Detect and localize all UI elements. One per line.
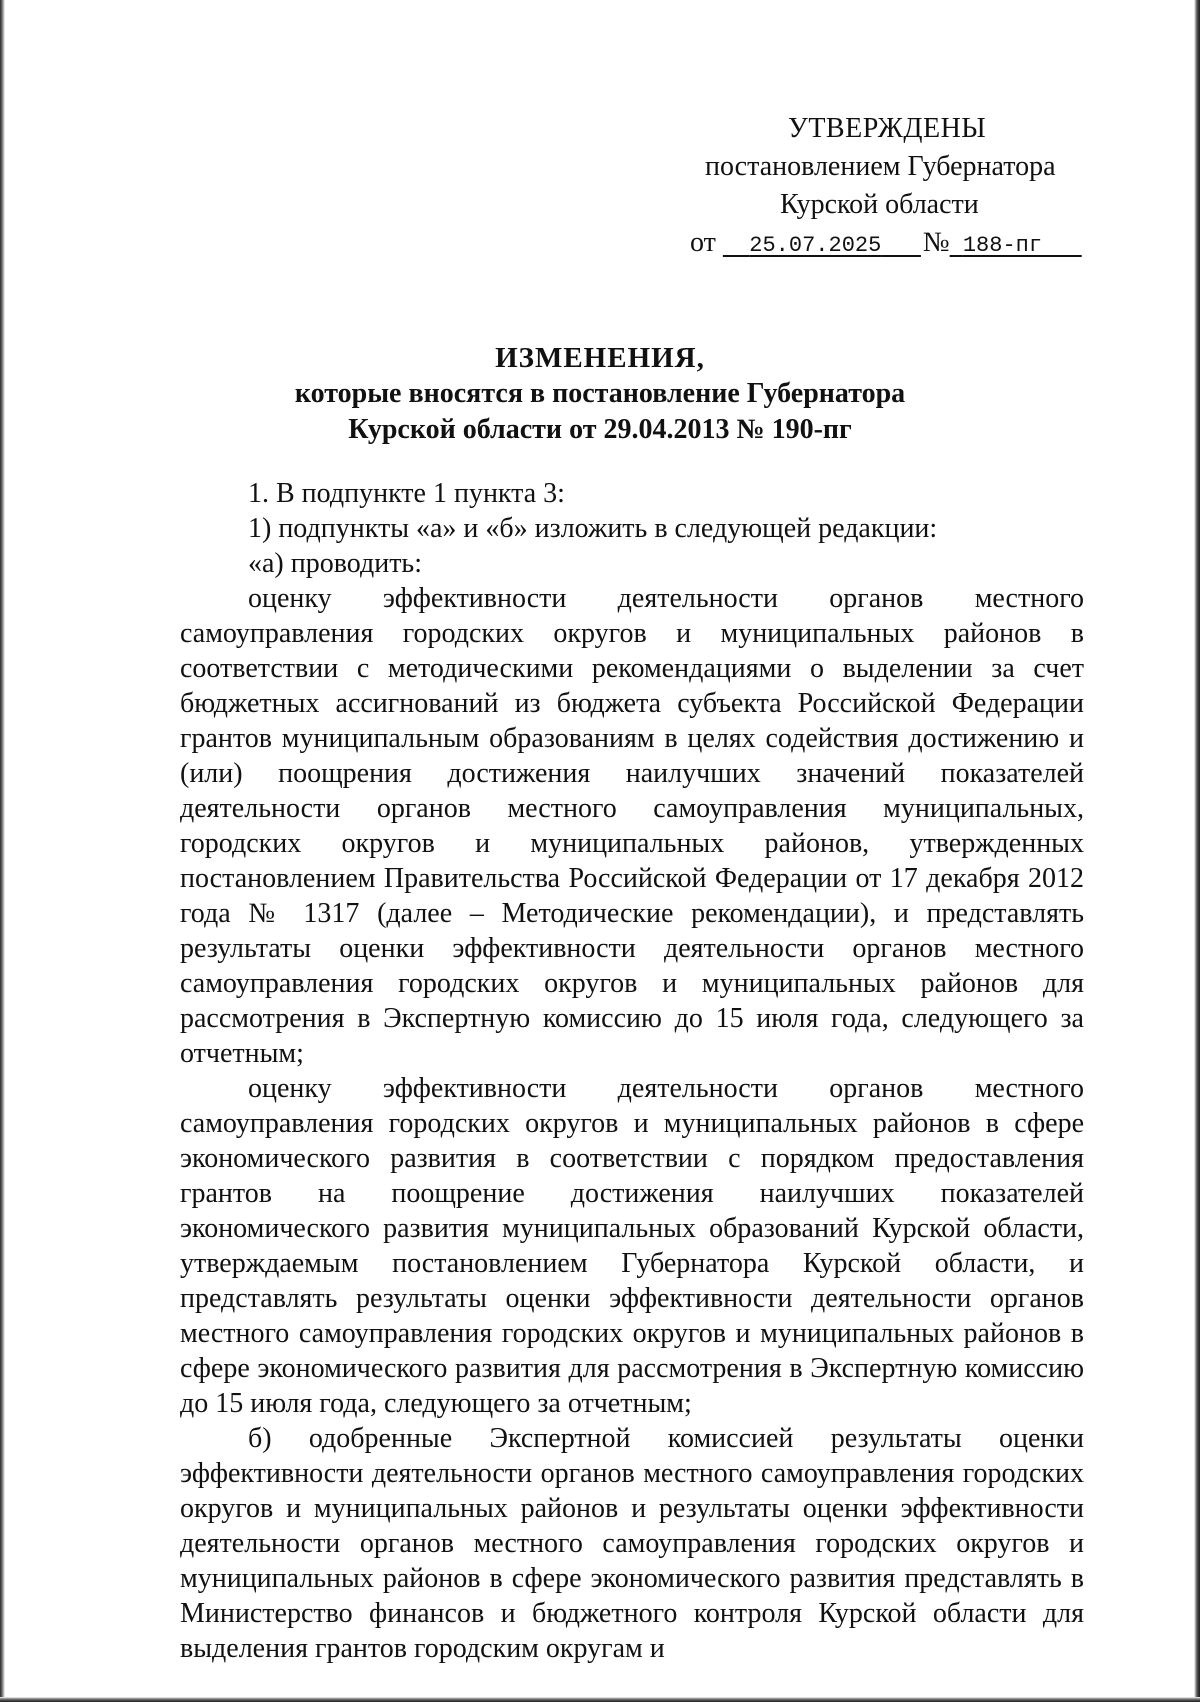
from-label: от (690, 227, 716, 258)
document-title (180, 340, 1020, 448)
title-heading: ИЗМЕНЕНИЯ, (495, 342, 705, 374)
scan-edge-left (0, 0, 5, 1702)
paragraph-assessment-economic: оценку эффективности деятельности органов местного самоуправления городских округов и муниципальных районов в сфере экономического развития в соответствии с порядком предоставления грантов на поощрение достижения наилучших показателей экономического развития муниципальных образований Курской области, утверждаемым постановлением Губернатора Курской области, и представлять результаты оценки эффективности деятельности органов местного самоуправления городских округов и муниципальных районов в сфере экономического развития для рассмотрения в Экспертную комиссию до 15 июля года, следующего за отчетным; (180, 1073, 1084, 1419)
paragraph-point-1: 1. В подпункте 1 пункта 3: (248, 478, 565, 509)
title-line-2: Курской области от 29.04.2013 № 190-пг (348, 414, 852, 445)
number-label: № (922, 227, 950, 258)
approval-heading: УТВЕРЖДЕНЫ (788, 113, 987, 144)
paragraph-item-b: б) одобренные Экспертной комиссией результаты оценки эффективности деятельности органов местного самоуправления городских округов и муниципальных районов и результаты оценки эффективности деятельности органов местного самоуправления городских округов и муниципальных районов в сфере экономического развития представлять в Министерство финансов и бюджетного контроля Курской области для выделения грантов городским округам и (180, 1423, 1084, 1664)
approval-number (950, 233, 1082, 258)
document-body (180, 476, 1084, 1666)
paragraph-item-a: «а) проводить: (248, 548, 422, 579)
approval-date (723, 233, 921, 258)
approval-number-value: 188-пг (962, 233, 1043, 258)
paragraph-assessment-general: оценку эффективности деятельности органов местного самоуправления городских округов и муниципальных районов в соответствии с методическими рекомендациями о выделении за счет бюджетных ассигнований из бюджета субъекта Российской Федерации грантов муниципальным образованиям в целях содействия достижению и (или) поощрения достижения наилучших значений показателей деятельности органов местного самоуправления муниципальных, городских округов и муниципальных районов, утвержденных постановлением Правительства Российской Федерации от 17 декабря 2012 года № 1317 (далее – Методические рекомендации), и представлять результаты оценки эффективности деятельности органов местного самоуправления городских округов и муниципальных районов для рассмотрения в Экспертную комиссию до 15 июля года, следующего за отчетным; (180, 583, 1084, 1069)
title-line-1: которые вносятся в постановление Губернатора (294, 378, 906, 409)
approval-date-value: 25.07.2025 (749, 233, 882, 258)
approval-decree-line: постановлением Губернатора (705, 151, 1056, 182)
paragraph-subpoint-1: 1) подпункты «а» и «б» изложить в следующей редакции: (248, 513, 938, 544)
scan-edge-right (1194, 0, 1200, 1702)
approval-block (670, 110, 1090, 265)
scan-edge-bottom (0, 1697, 1200, 1702)
approval-date-line (690, 224, 1090, 265)
approval-region-line: Курской области (780, 189, 979, 220)
